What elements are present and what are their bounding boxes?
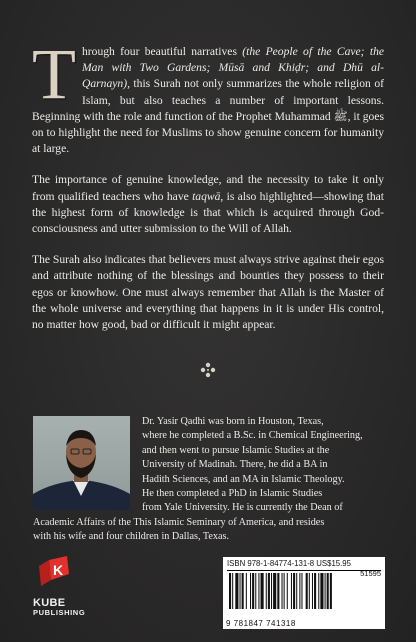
flourish-icon [193,356,223,384]
barcode-label [223,557,385,629]
publisher-name-line2: PUBLISHING [33,608,86,617]
blurb-paragraph-1 [32,34,385,157]
isbn-text: ISBN 978-1-84774-131-8 US$15.95 [227,559,381,571]
bio-line: University of Madinah. There, he did a BA in [142,459,328,471]
bio-line: Hadith Sciences, and an MA in Islamic Theology. [142,473,345,485]
bio-line: Academic Affairs of the This Islamic Seminary of America, and resides [33,516,325,528]
blurb-line: important lessons. Beginning with the role and function of [32,93,384,123]
blurb [32,34,385,348]
blurb-paragraph-2 [32,172,384,237]
author-bio [33,415,383,545]
blurb-paragraph-3: The Surah also indicates that believers must always strive against their egos and attribute nothing of the blessings and bounties they possess to their egos or knowhow. One must always remember that Allah is the Master of the whole universe and everything that happens in it is under His control, no matter how good, bad or difficult it might appear. [32,253,384,332]
p2-text-a: The importance of genuine knowledge, and the necessity to take it only from qualified teachers who have [32,173,384,203]
blurb-line: hrough four beautiful narratives (the People of the Cave; [81,45,365,58]
blurb-line: the Prophet Muhammad ﷺ, it goes on to highlight the need [32,109,385,140]
ean-digits: 9 781847 741318 [226,619,296,628]
blurb-paragraph-1-text [32,34,385,156]
publisher-name-line1: KUBE [33,597,66,609]
dropcap: T [32,34,76,114]
bio-line: from Yale University. He is currently the Dean of [142,502,343,514]
bio-line: with his wife and four children in Dallas, Texas. [33,531,230,543]
kube-cube-icon [33,556,93,596]
p2-text-b: , is also highlighted—showing that the highest form of knowledge is that which is acquired through God-consciousness and utter submission to the Will of Allah. [32,189,385,236]
blurb-line: Dhū al-Qarnayn), this Surah not only summarizes the [81,61,385,91]
blurb-line: whole religion of Islam, but also teaches a number of [81,77,384,107]
p2-emphasis: taqwā [192,189,221,203]
bio-line: and then went to pursue Islamic Studies at the [142,444,330,456]
ornament-divider [0,356,416,384]
blurb-line: for Muslims to show genuine concern for humanity at large. [32,126,384,156]
blurb-line: the Man with Two Gardens; Mūsā and Khiḍr; and [81,45,385,75]
price-code: 51595 [360,569,381,578]
publisher-name [33,598,85,618]
svg-text:K: K [53,562,64,578]
barcode-icon [227,573,381,617]
bio-line: where he completed a B.Sc. in Chemical Engineering, [142,430,363,442]
bio-line: He then completed a PhD in Islamic Studies [142,488,323,500]
bio-line: Dr. Yasir Qadhi was born in Houston, Texas, [142,416,324,427]
